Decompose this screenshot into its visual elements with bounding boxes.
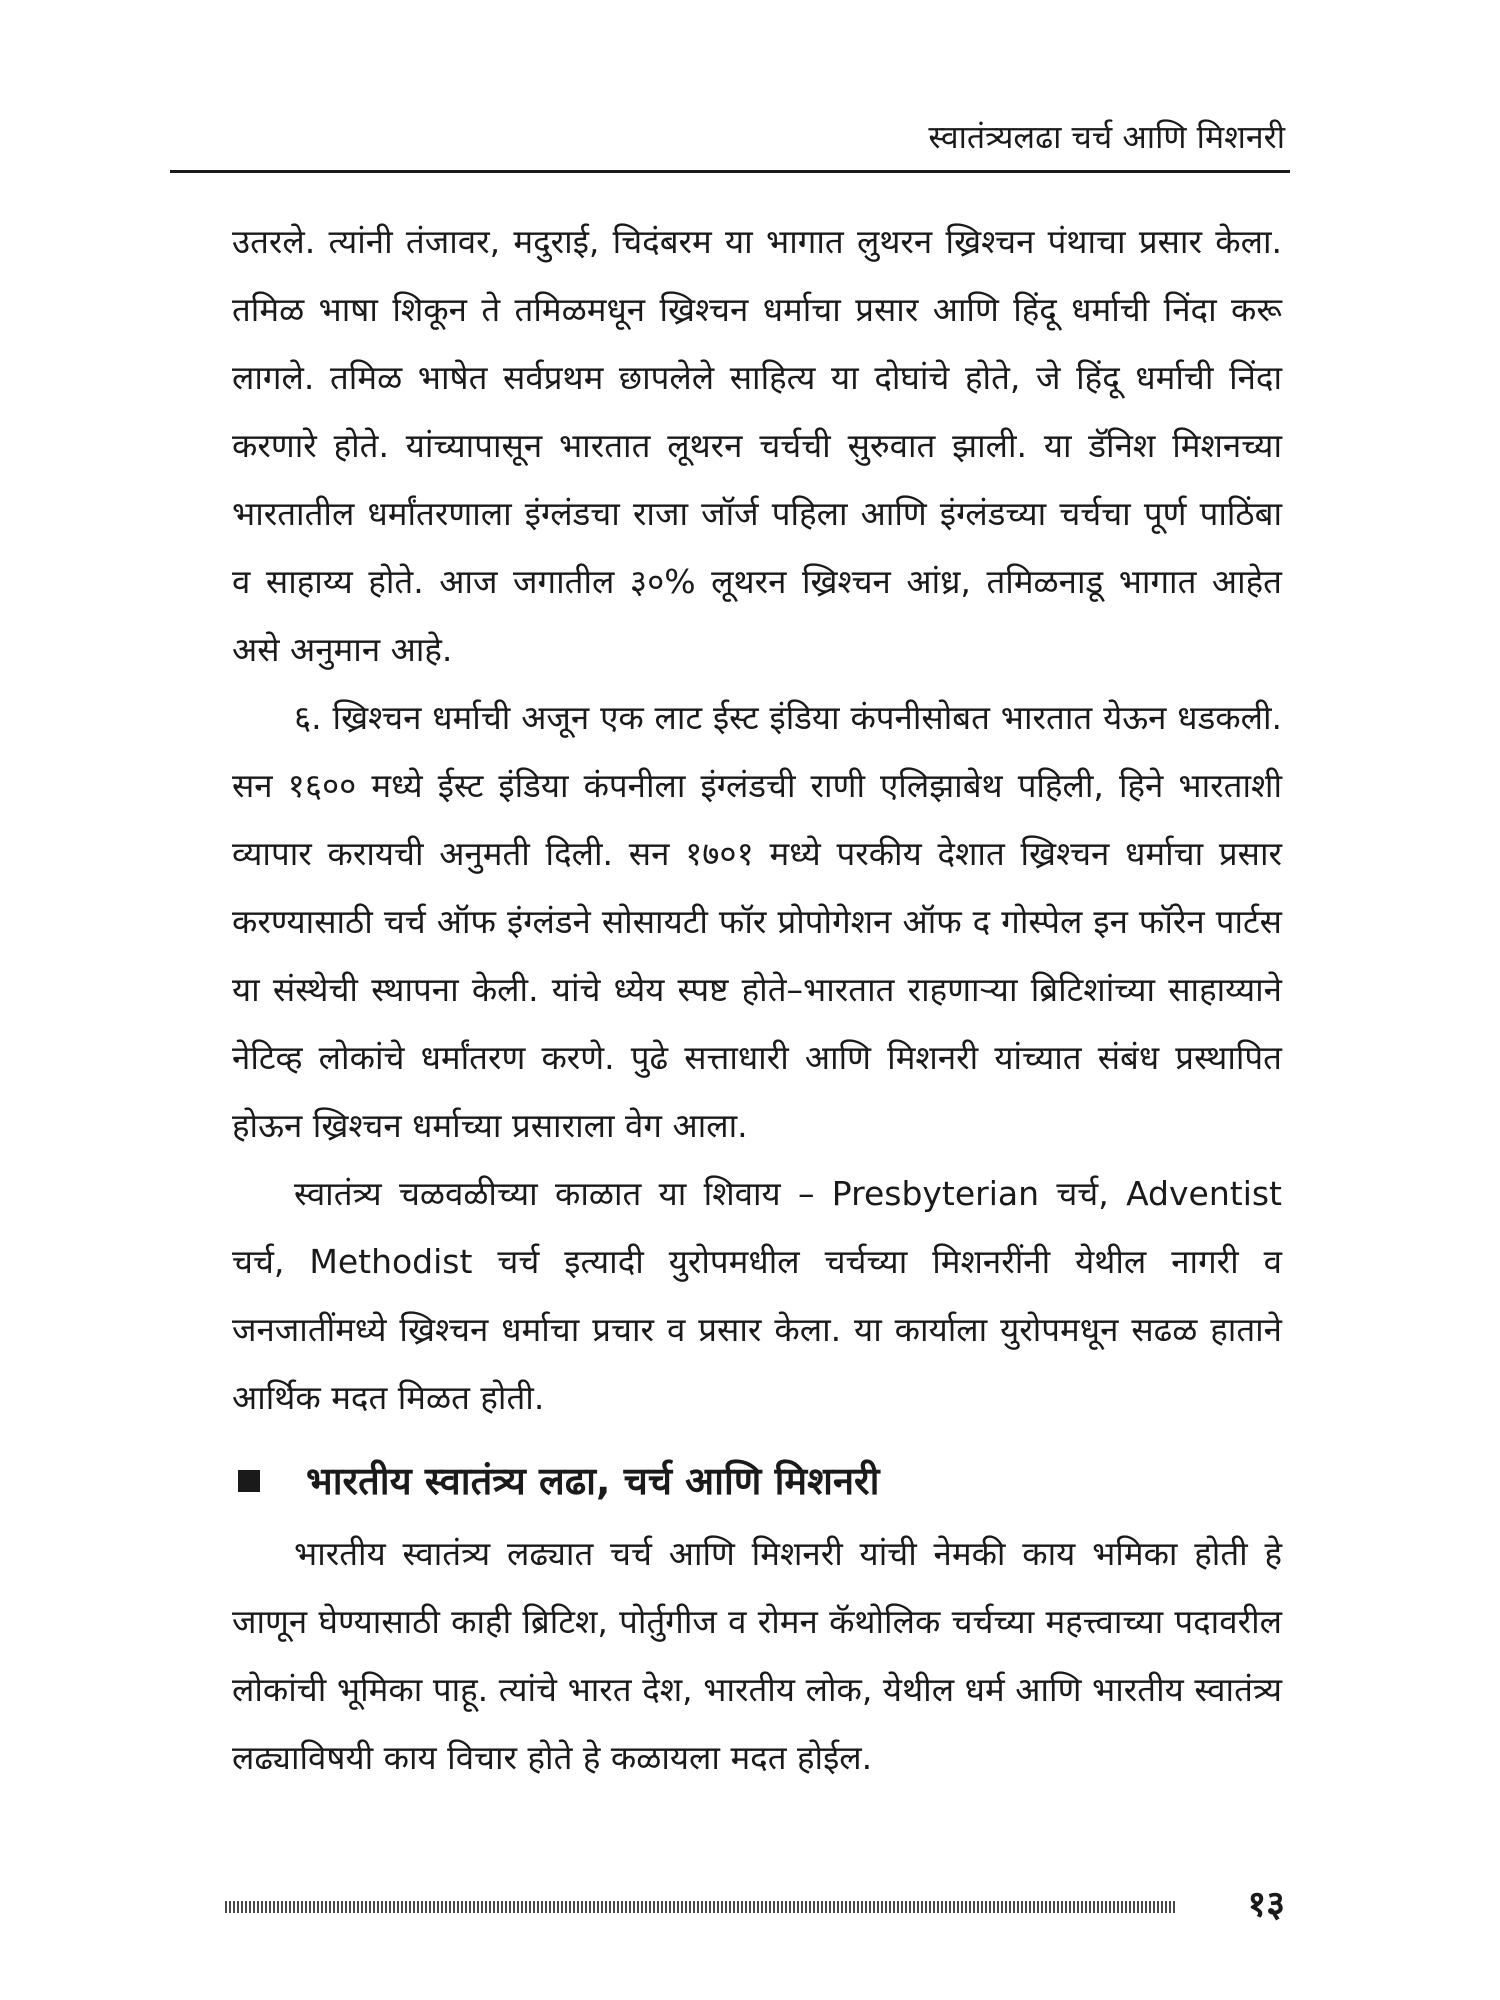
paragraph-4: भारतीय स्वातंत्र्य लढ्यात चर्च आणि मिशनरी यांची नेमकी काय भमिका होती हे जाणून घेण्यासाठी काही ब्रिटिश, पोर्तुगीज व रोमन कॅथोलिक चर्चच्या महत्त्वाच्या पदावरील लोकांची भूमिका पाहू. त्यांचे भारत देश, भारतीय लोक, येथील धर्म आणि भारतीय स्वातंत्र्य लढ्याविषयी काय विचार होते हे कळायला मदत होईल. <box>232 1534 1282 1777</box>
section-heading-text: भारतीय स्वातंत्र्य लढा, चर्च आणि मिशनरी <box>306 1459 880 1503</box>
body-text <box>232 208 1282 1792</box>
paragraph-1: उतरले. त्यांनी तंजावर, मदुराई, चिदंबरम या भागात लुथरन ख्रिश्चन पंथाचा प्रसार केला. तमिळ भाषा शिकून ते तमिळमधून ख्रिश्चन धर्माचा प्रसार आणि हिंदू धर्माची निंदा करू लागले. तमिळ भाषेत सर्वप्रथम छापलेले साहित्य या दोघांचे होते, जे हिंदू धर्माची निंदा करणारे होते. यांच्यापासून भारतात लूथरन चर्चची सुरुवात झाली. या डॅनिश मिशनच्या भारतातील धर्मांतरणाला इंग्लंडचा राजा जॉर्ज पहिला आणि इंग्लंडच्या चर्चचा पूर्ण पाठिंबा व साहाय्य होते. आज जगातील ३०% लूथरन ख्रिश्चन आंध्र, तमिळनाडू भागात आहेत असे अनुमान आहे. <box>232 222 1282 669</box>
paragraph-2: ६. ख्रिश्चन धर्माची अजून एक लाट ईस्ट इंडिया कंपनीसोबत भारतात येऊन धडकली. सन १६०० मध्ये ईस्ट इंडिया कंपनीला इंग्लंडची राणी एलिझाबेथ पहिली, हिने भारताशी व्यापार करायची अनुमती दिली. सन १७०१ मध्ये परकीय देशात ख्रिश्चन धर्माचा प्रसार करण्यासाठी चर्च ऑफ इंग्लंडने सोसायटी फॉर प्रोपोगेशन ऑफ द गोस्पेल इन फॉरेन पार्टस या संस्थेची स्थापना केली. यांचे ध्येय स्पष्ट होते–भारतात राहणाऱ्या ब्रिटिशांच्या साहाय्याने नेटिव्ह लोकांचे धर्मांतरण करणे. पुढे सत्ताधारी आणि मिशनरी यांच्यात संबंध प्रस्थापित होऊन ख्रिश्चन धर्माच्या प्रसाराला वेग आला. <box>232 698 1282 1145</box>
footer-rule <box>225 1901 1175 1913</box>
header-rule <box>170 170 1290 173</box>
paragraph-3: स्वातंत्र्य चळवळीच्या काळात या शिवाय – Presbyterian चर्च, Adventist चर्च, Methodist चर्च इत्यादी युरोपमधील चर्चच्या मिशनरींनी येथील नागरी व जनजातींमध्ये ख्रिश्चन धर्माचा प्रचार व प्रसार केला. या कार्याला युरोपमधून सढळ हाताने आर्थिक मदत मिळत होती. <box>232 1174 1282 1417</box>
running-header: स्वातंत्र्यलढा चर्च आणि मिशनरी <box>928 118 1285 156</box>
section-heading <box>232 1446 1282 1516</box>
page-number: १३ <box>1247 1884 1285 1925</box>
square-bullet-icon <box>238 1470 260 1492</box>
